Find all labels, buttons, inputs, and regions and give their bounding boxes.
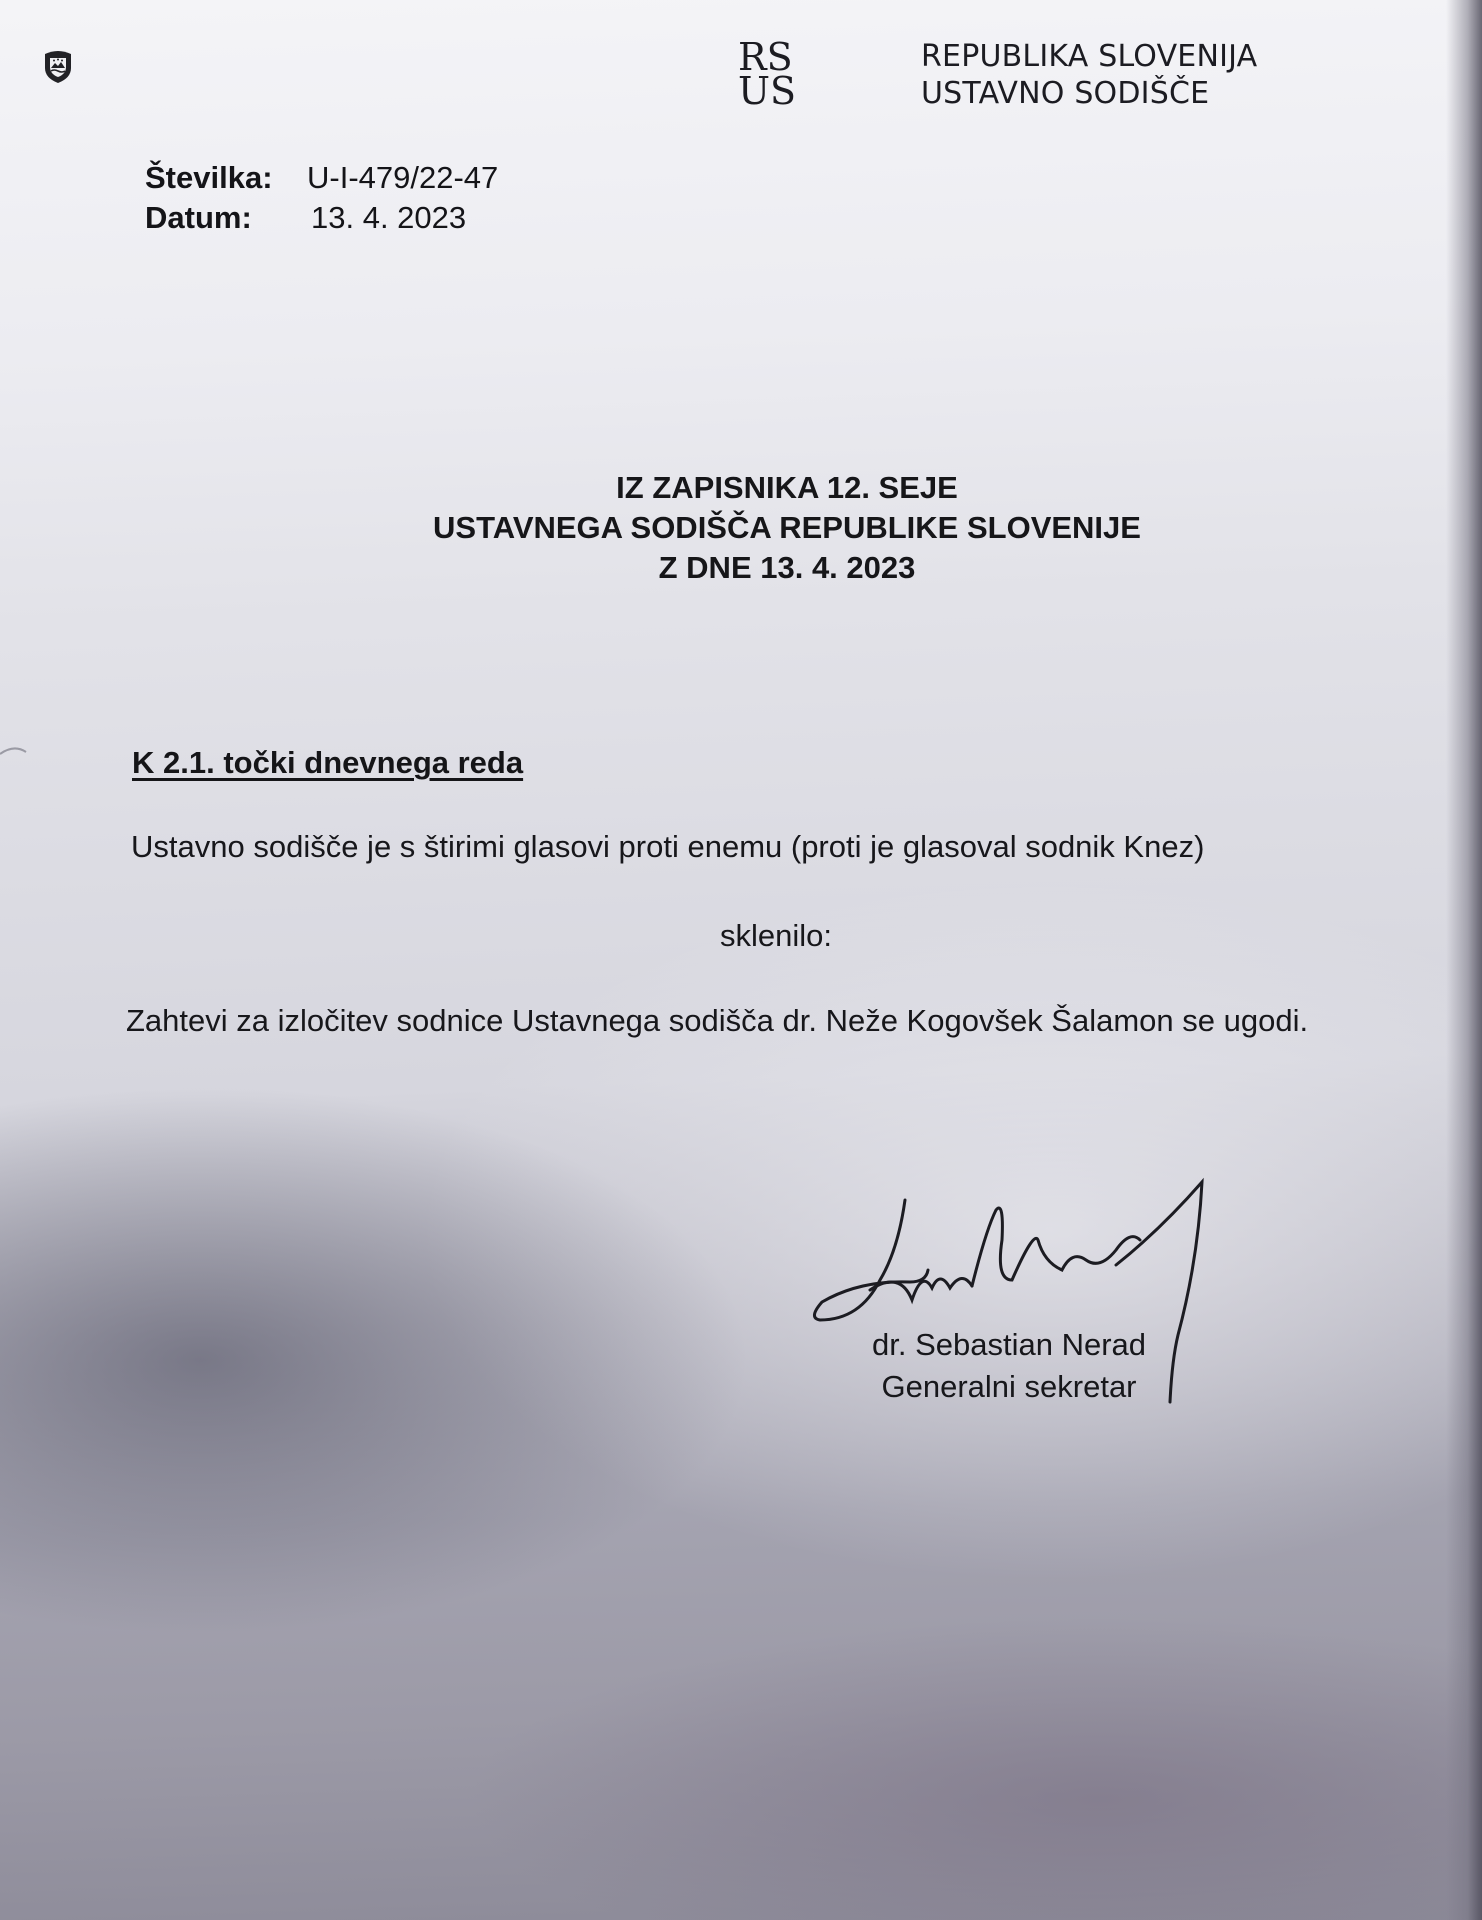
court-name-line1: REPUBLIKA SLOVENIJA <box>921 39 1258 74</box>
decision-text: Zahtevi za izločitev sodnice Ustavnega sodišča dr. Neže Kogovšek Šalamon se ugodi. <box>126 1003 1309 1038</box>
signer-block <box>872 1324 1146 1408</box>
title-line2: USTAVNEGA SODIŠČA REPUBLIKE SLOVENIJE <box>433 510 1141 545</box>
rs-us-logo <box>736 36 808 108</box>
document-meta <box>145 158 498 238</box>
agenda-heading: K 2.1. točki dnevnega reda <box>132 745 524 780</box>
signer-role: Generalni sekretar <box>881 1369 1137 1404</box>
date-value: 13. 4. 2023 <box>311 200 467 235</box>
court-name-line2: USTAVNO SODIŠČE <box>921 76 1210 111</box>
signer-name: dr. Sebastian Nerad <box>872 1327 1147 1362</box>
number-row <box>145 158 498 198</box>
title-line3: Z DNE 13. 4. 2023 <box>658 550 916 585</box>
svg-text:RS: RS <box>738 36 793 79</box>
document-title <box>0 468 1482 588</box>
resolved-label: sklenilo: <box>720 918 832 953</box>
number-value: U-I-479/22-47 <box>307 160 499 195</box>
title-line1: IZ ZAPISNIKA 12. SEJE <box>616 470 958 505</box>
paper-edge-mark <box>0 742 40 782</box>
date-label: Datum: <box>145 200 252 235</box>
date-row <box>145 198 498 238</box>
paper-edge-shadow <box>1446 0 1482 1920</box>
court-name <box>921 38 1257 112</box>
svg-text:US: US <box>738 69 797 108</box>
number-label: Številka: <box>145 160 273 195</box>
coat-of-arms-icon <box>43 48 73 84</box>
vote-paragraph: Ustavno sodišče je s štirimi glasovi proti enemu (proti je glasoval sodnik Knez) <box>131 829 1205 864</box>
